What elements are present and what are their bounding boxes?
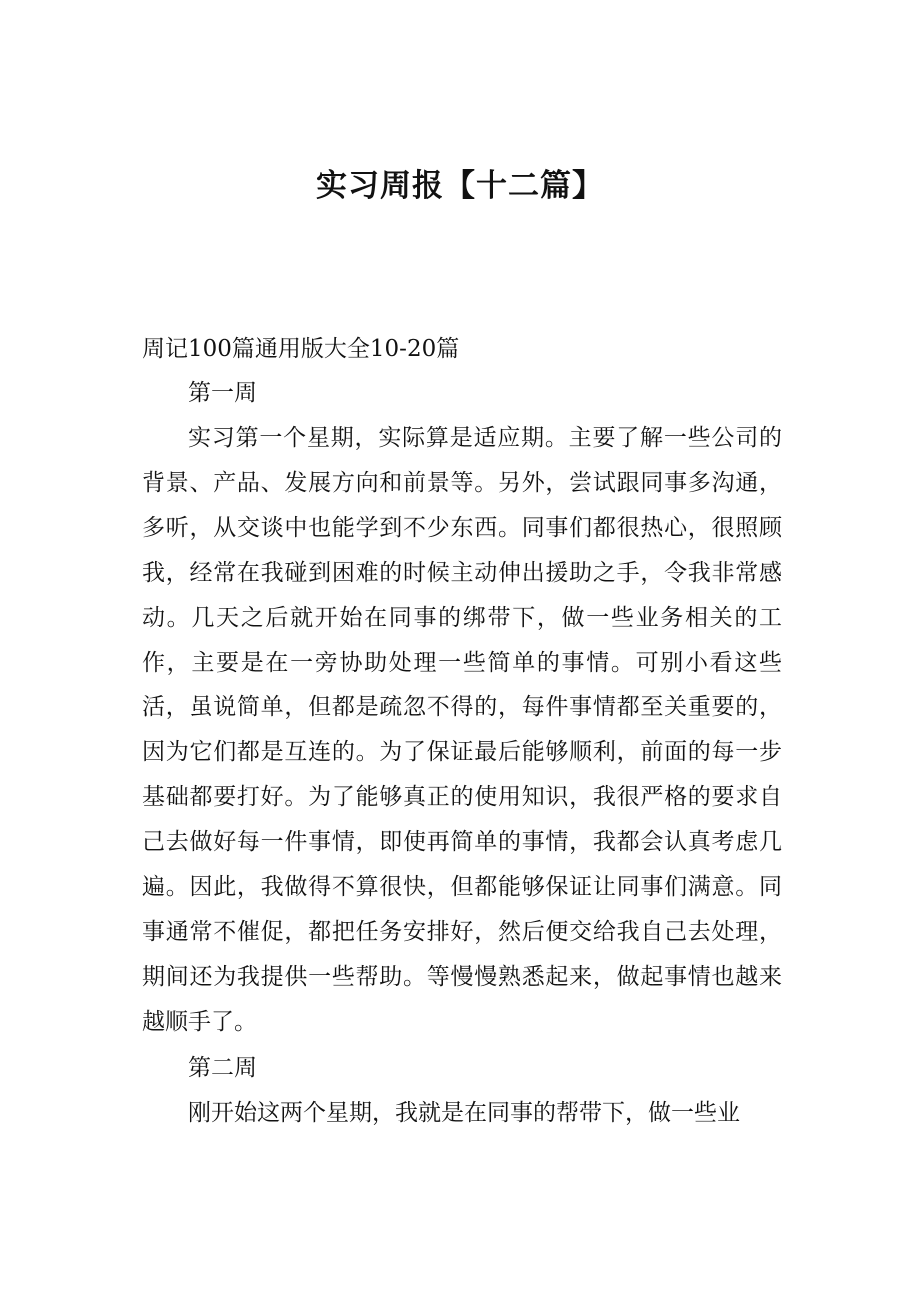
section-heading-week-1: 第一周 [188,380,257,406]
document-subtitle: 周记100篇通用版大全10-20篇 [142,336,460,362]
section-body-week-2: 刚开始这两个星期，我就是在同事的帮带下，做一些业 [188,1099,740,1126]
document-title: 实习周报【十二篇】 [316,168,604,204]
section-heading-week-2: 第二周 [188,1054,257,1081]
document-body [142,328,782,1136]
section-body-week-1: 实习第一个星期，实际算是适应期。主要了解一些公司的背景、产品、发展方向和前景等。另外，尝试跟同事多沟通，多听，从交谈中也能学到不少东西。同事们都很热心，很照顾我，经常在我碰到困难的时候主动伸出援助之手，令我非常感动。几天之后就开始在同事的绑带下，做一些业务相关的工作，主要是在一旁协助处理一些简单的事情。可别小看这些活，虽说简单，但都是疏忽不得的，每件事情都至关重要的，因为它们都是互连的。为了保证最后能够顺利，前面的每一步基础都要打好。为了能够真正的使用知识，我很严格的要求自己去做好每一件事情，即使再简单的事情，我都会认真考虑几遍。因此，我做得不算很快，但都能够保证让同事们满意。同事通常不催促，都把任务安排好，然后便交给我自己去处理，期间还为我提供一些帮助。等慢慢熟悉起来，做起事情也越来越顺手了。 [142,425,782,1035]
